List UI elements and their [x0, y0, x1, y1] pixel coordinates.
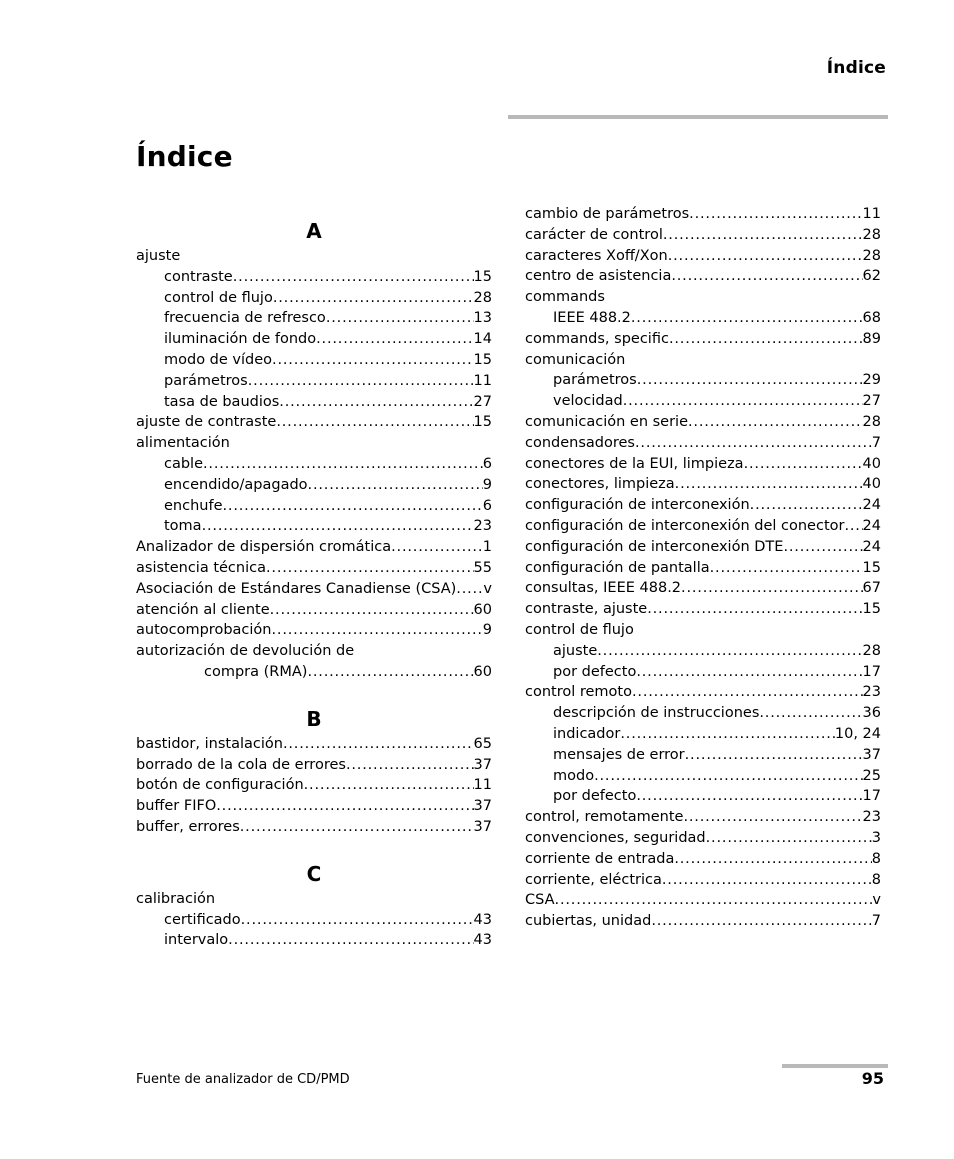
dot-leader	[597, 641, 862, 662]
index-entry	[136, 496, 492, 517]
index-entry	[525, 682, 881, 703]
index-page-ref: 17	[862, 788, 881, 805]
index-page-ref: 89	[862, 330, 881, 347]
index-term: conectores de la EUI, limpieza	[525, 455, 744, 472]
index-page-ref: 65	[473, 735, 492, 752]
dot-leader	[240, 817, 474, 838]
index-page-ref: 11	[473, 372, 492, 389]
index-page-ref: v	[872, 892, 881, 909]
dot-leader	[248, 371, 474, 392]
index-page-ref: 37	[473, 798, 492, 815]
index-term: asistencia técnica	[136, 559, 266, 576]
index-term: commands	[525, 289, 605, 306]
index-term: configuración de interconexión del conector	[525, 517, 845, 534]
dot-leader	[759, 703, 862, 724]
dot-leader	[279, 392, 473, 413]
index-entry	[525, 391, 881, 412]
index-page-ref: 60	[473, 601, 492, 618]
index-term: conectores, limpieza	[525, 476, 675, 493]
index-term: comunicación	[525, 351, 626, 368]
index-page-ref: 60	[473, 663, 492, 680]
dot-leader	[744, 454, 863, 475]
index-term: atención al cliente	[136, 601, 270, 618]
index-entry	[136, 392, 492, 413]
index-entry	[136, 475, 492, 496]
index-term: Analizador de dispersión cromática	[136, 539, 392, 556]
index-heading-entry	[136, 889, 492, 910]
dot-leader	[710, 558, 863, 579]
dot-leader	[844, 516, 862, 537]
index-entry	[136, 371, 492, 392]
dot-leader	[456, 579, 483, 600]
index-page-ref: 14	[473, 331, 492, 348]
dot-leader	[685, 745, 863, 766]
dot-leader	[623, 391, 863, 412]
dot-leader	[266, 558, 474, 579]
index-entry-list	[525, 204, 881, 932]
dot-leader	[706, 828, 872, 849]
footer-document-title: Fuente de analizador de CD/PMD	[136, 1072, 350, 1087]
dot-leader	[594, 766, 862, 787]
index-term: modo	[553, 767, 595, 784]
index-entry	[136, 775, 492, 796]
index-term: centro de asistencia	[525, 268, 672, 285]
index-entry-list	[136, 889, 492, 951]
index-term: por defecto	[553, 788, 637, 805]
index-term: certificado	[164, 911, 241, 928]
index-page-ref: 25	[862, 767, 881, 784]
index-term: botón de configuración	[136, 777, 304, 794]
dot-leader	[203, 454, 483, 475]
index-page-ref: 37	[473, 818, 492, 835]
dot-leader	[675, 474, 863, 495]
index-entry	[525, 849, 881, 870]
index-entry	[136, 755, 492, 776]
dot-leader	[283, 734, 474, 755]
index-page-ref: 8	[871, 850, 881, 867]
index-entry	[525, 433, 881, 454]
index-entry	[525, 578, 881, 599]
dot-leader	[671, 266, 862, 287]
index-entry	[525, 745, 881, 766]
index-section	[136, 704, 492, 838]
index-term: toma	[164, 518, 202, 535]
index-term: IEEE 488.2	[553, 309, 631, 326]
index-page-ref: 23	[862, 684, 881, 701]
index-term: configuración de pantalla	[525, 559, 710, 576]
index-entry	[525, 495, 881, 516]
index-page-ref: 24	[862, 497, 881, 514]
index-heading-entry	[136, 641, 492, 662]
dot-leader	[233, 267, 474, 288]
dot-leader	[662, 870, 872, 891]
index-entry	[525, 870, 881, 891]
dot-leader	[647, 599, 862, 620]
index-term: ajuste	[553, 642, 598, 659]
dot-leader	[202, 516, 474, 537]
index-term: commands, specific	[525, 330, 669, 347]
index-page-ref: 37	[473, 756, 492, 773]
index-entry	[525, 266, 881, 287]
index-entry	[525, 703, 881, 724]
index-term: CSA	[525, 892, 555, 909]
index-page-ref: 15	[473, 351, 492, 368]
section-letter: A	[306, 219, 322, 243]
dot-leader	[316, 329, 473, 350]
index-entry	[525, 766, 881, 787]
dot-leader	[750, 495, 863, 516]
dot-leader	[688, 412, 863, 433]
index-heading-entry	[525, 350, 881, 371]
index-entry	[525, 890, 881, 911]
index-page-ref: 1	[482, 539, 492, 556]
index-page-ref: 37	[862, 746, 881, 763]
index-term: comunicación en serie	[525, 413, 689, 430]
index-entry	[525, 786, 881, 807]
index-page-ref: 24	[862, 538, 881, 555]
index-entry	[525, 641, 881, 662]
index-entry	[525, 412, 881, 433]
dot-leader	[683, 807, 862, 828]
index-page-ref: 43	[473, 911, 492, 928]
index-page-ref: 68	[862, 309, 881, 326]
index-heading-entry	[136, 246, 492, 267]
index-term: control, remotamente	[525, 809, 684, 826]
dot-leader	[668, 246, 863, 267]
index-entry	[525, 370, 881, 391]
index-term: iluminación de fondo	[164, 331, 317, 348]
index-term: Asociación de Estándares Canadiense (CSA)	[136, 580, 457, 597]
index-page-ref: 27	[862, 393, 881, 410]
index-term: buffer FIFO	[136, 798, 217, 815]
dot-leader	[663, 225, 863, 246]
index-term: convenciones, seguridad	[525, 829, 706, 846]
index-term: corriente de entrada	[525, 850, 675, 867]
index-section	[136, 216, 492, 683]
index-entry	[525, 599, 881, 620]
dot-leader	[346, 755, 474, 776]
index-term: parámetros	[553, 372, 637, 389]
index-page-ref: 15	[473, 414, 492, 431]
index-term: tasa de baudios	[164, 393, 280, 410]
index-term: ajuste de contraste	[136, 414, 277, 431]
dot-leader	[555, 890, 873, 911]
index-entry-list	[136, 246, 492, 683]
index-entry	[525, 329, 881, 350]
index-heading-entry	[525, 620, 881, 641]
index-entry	[525, 204, 881, 225]
index-page-ref: 40	[862, 455, 881, 472]
section-letter: B	[306, 706, 322, 731]
index-section	[136, 859, 492, 951]
index-term: enchufe	[164, 497, 223, 514]
index-term: caracteres Xoff/Xon	[525, 247, 668, 264]
index-term: control remoto	[525, 684, 632, 701]
index-entry	[136, 600, 492, 621]
index-heading-entry	[136, 433, 492, 454]
header-rule	[508, 115, 888, 119]
dot-leader	[636, 662, 862, 683]
dot-leader	[271, 620, 482, 641]
index-term: parámetros	[164, 372, 248, 389]
index-entry	[136, 350, 492, 371]
dot-leader	[391, 537, 483, 558]
index-entry	[525, 558, 881, 579]
index-page-ref: 28	[862, 413, 881, 430]
index-term: encendido/apagado	[164, 476, 308, 493]
index-entry	[136, 516, 492, 537]
page-title: Índice	[136, 140, 233, 173]
index-entry	[136, 558, 492, 579]
index-term: control de flujo	[164, 289, 273, 306]
dot-leader	[304, 775, 474, 796]
dot-leader	[783, 537, 862, 558]
index-term: corriente, eléctrica	[525, 871, 662, 888]
index-page-ref: 28	[862, 642, 881, 659]
index-page-ref: 9	[482, 622, 492, 639]
index-entry	[136, 817, 492, 838]
index-page-ref: 62	[862, 268, 881, 285]
index-term: contraste, ajuste	[525, 601, 648, 618]
index-page-ref: 17	[862, 663, 881, 680]
dot-leader	[620, 724, 835, 745]
index-entry	[525, 911, 881, 932]
index-page-ref: 15	[473, 268, 492, 285]
index-page-ref: 28	[862, 226, 881, 243]
dot-leader	[669, 329, 863, 350]
index-page-ref: 9	[482, 476, 492, 493]
index-term: configuración de interconexión DTE	[525, 538, 784, 555]
index-page-ref: 6	[482, 455, 492, 472]
index-entry	[136, 579, 492, 600]
index-page-ref: 13	[473, 310, 492, 327]
index-entry	[136, 930, 492, 951]
index-term: alimentación	[136, 435, 230, 452]
index-page-ref: 40	[862, 476, 881, 493]
index-page-ref: 28	[473, 289, 492, 306]
index-term: control de flujo	[525, 621, 634, 638]
index-term: cambio de parámetros	[525, 206, 690, 222]
dot-leader	[326, 308, 474, 329]
index-entry	[136, 288, 492, 309]
dot-leader	[270, 600, 474, 621]
index-page-ref: 8	[871, 871, 881, 888]
dot-leader	[241, 910, 474, 931]
index-entry	[136, 734, 492, 755]
index-entry	[525, 828, 881, 849]
index-entry-list	[136, 734, 492, 838]
dot-leader	[651, 911, 871, 932]
index-term: calibración	[136, 890, 216, 907]
dot-leader	[216, 796, 473, 817]
running-header: Índice	[826, 58, 886, 78]
index-entry	[136, 308, 492, 329]
index-term: cable	[164, 455, 204, 472]
index-column-right	[525, 204, 881, 932]
dot-leader	[689, 204, 862, 225]
index-page-ref: 55	[473, 559, 492, 576]
index-page-ref: 23	[473, 518, 492, 535]
index-term: indicador	[553, 725, 621, 742]
section-letter: C	[306, 861, 322, 886]
index-entry	[525, 308, 881, 329]
index-term: ajuste	[136, 248, 181, 264]
index-column-left	[136, 216, 492, 951]
index-page-ref: 29	[862, 372, 881, 389]
index-entry	[136, 329, 492, 350]
index-term: cubiertas, unidad	[525, 913, 652, 930]
index-page-ref: 11	[473, 777, 492, 794]
index-page-ref: 27	[473, 393, 492, 410]
dot-leader	[308, 475, 483, 496]
dot-leader	[228, 930, 473, 951]
index-page-ref: 7	[871, 434, 881, 451]
index-term: consultas, IEEE 488.2	[525, 580, 682, 597]
dot-leader	[273, 288, 474, 309]
index-entry	[136, 910, 492, 931]
index-term: modo de vídeo	[164, 351, 273, 368]
index-term: mensajes de error	[553, 746, 685, 763]
index-entry	[525, 454, 881, 475]
index-entry	[525, 246, 881, 267]
index-page-ref: 11	[862, 206, 881, 222]
index-entry	[525, 724, 881, 745]
index-entry	[525, 516, 881, 537]
index-page-ref: v	[483, 580, 492, 597]
index-entry	[136, 267, 492, 288]
index-entry	[136, 796, 492, 817]
index-heading-entry	[525, 287, 881, 308]
index-term: autocomprobación	[136, 622, 272, 639]
index-page-ref: 23	[862, 809, 881, 826]
index-term: por defecto	[553, 663, 637, 680]
index-term: intervalo	[164, 932, 229, 949]
index-entry	[136, 620, 492, 641]
index-page-ref: 28	[862, 247, 881, 264]
dot-leader	[674, 849, 871, 870]
index-term: contraste	[164, 268, 233, 285]
index-entry	[136, 537, 492, 558]
index-term: borrado de la cola de errores	[136, 756, 346, 773]
index-page-ref: 67	[862, 580, 881, 597]
dot-leader	[636, 786, 862, 807]
index-entry	[525, 537, 881, 558]
index-term: condensadores	[525, 434, 635, 451]
dot-leader	[637, 370, 863, 391]
index-term: frecuencia de refresco	[164, 310, 326, 327]
dot-leader	[307, 662, 473, 683]
index-entry	[525, 474, 881, 495]
index-entry	[525, 807, 881, 828]
index-entry	[136, 662, 492, 683]
index-page-ref: 6	[482, 497, 492, 514]
dot-leader	[681, 578, 863, 599]
index-term: carácter de control	[525, 226, 663, 243]
index-term: autorización de devolución de	[136, 643, 355, 660]
dot-leader	[635, 433, 872, 454]
page-number: 95	[861, 1069, 884, 1088]
index-page-ref: 7	[871, 913, 881, 930]
dot-leader	[631, 308, 863, 329]
index-term: compra (RMA)	[204, 663, 308, 680]
index-entry	[136, 412, 492, 433]
index-term: configuración de interconexión	[525, 497, 750, 514]
index-page-ref: 15	[862, 559, 881, 576]
index-entry	[525, 662, 881, 683]
dot-leader	[276, 412, 473, 433]
index-page-ref: 43	[473, 932, 492, 949]
index-page-ref: 15	[862, 601, 881, 618]
index-entry	[525, 225, 881, 246]
dot-leader	[632, 682, 863, 703]
index-page-ref: 36	[862, 705, 881, 722]
footer-rule	[782, 1064, 888, 1068]
index-term: buffer, errores	[136, 818, 240, 835]
index-page-ref: 3	[871, 829, 881, 846]
index-term: descripción de instrucciones	[553, 705, 760, 722]
dot-leader	[272, 350, 474, 371]
index-term: velocidad	[553, 393, 623, 410]
index-page-ref: 24	[862, 517, 881, 534]
index-page-ref: 10, 24	[834, 725, 881, 742]
index-term: bastidor, instalación	[136, 735, 283, 752]
index-entry	[136, 454, 492, 475]
dot-leader	[223, 496, 483, 517]
